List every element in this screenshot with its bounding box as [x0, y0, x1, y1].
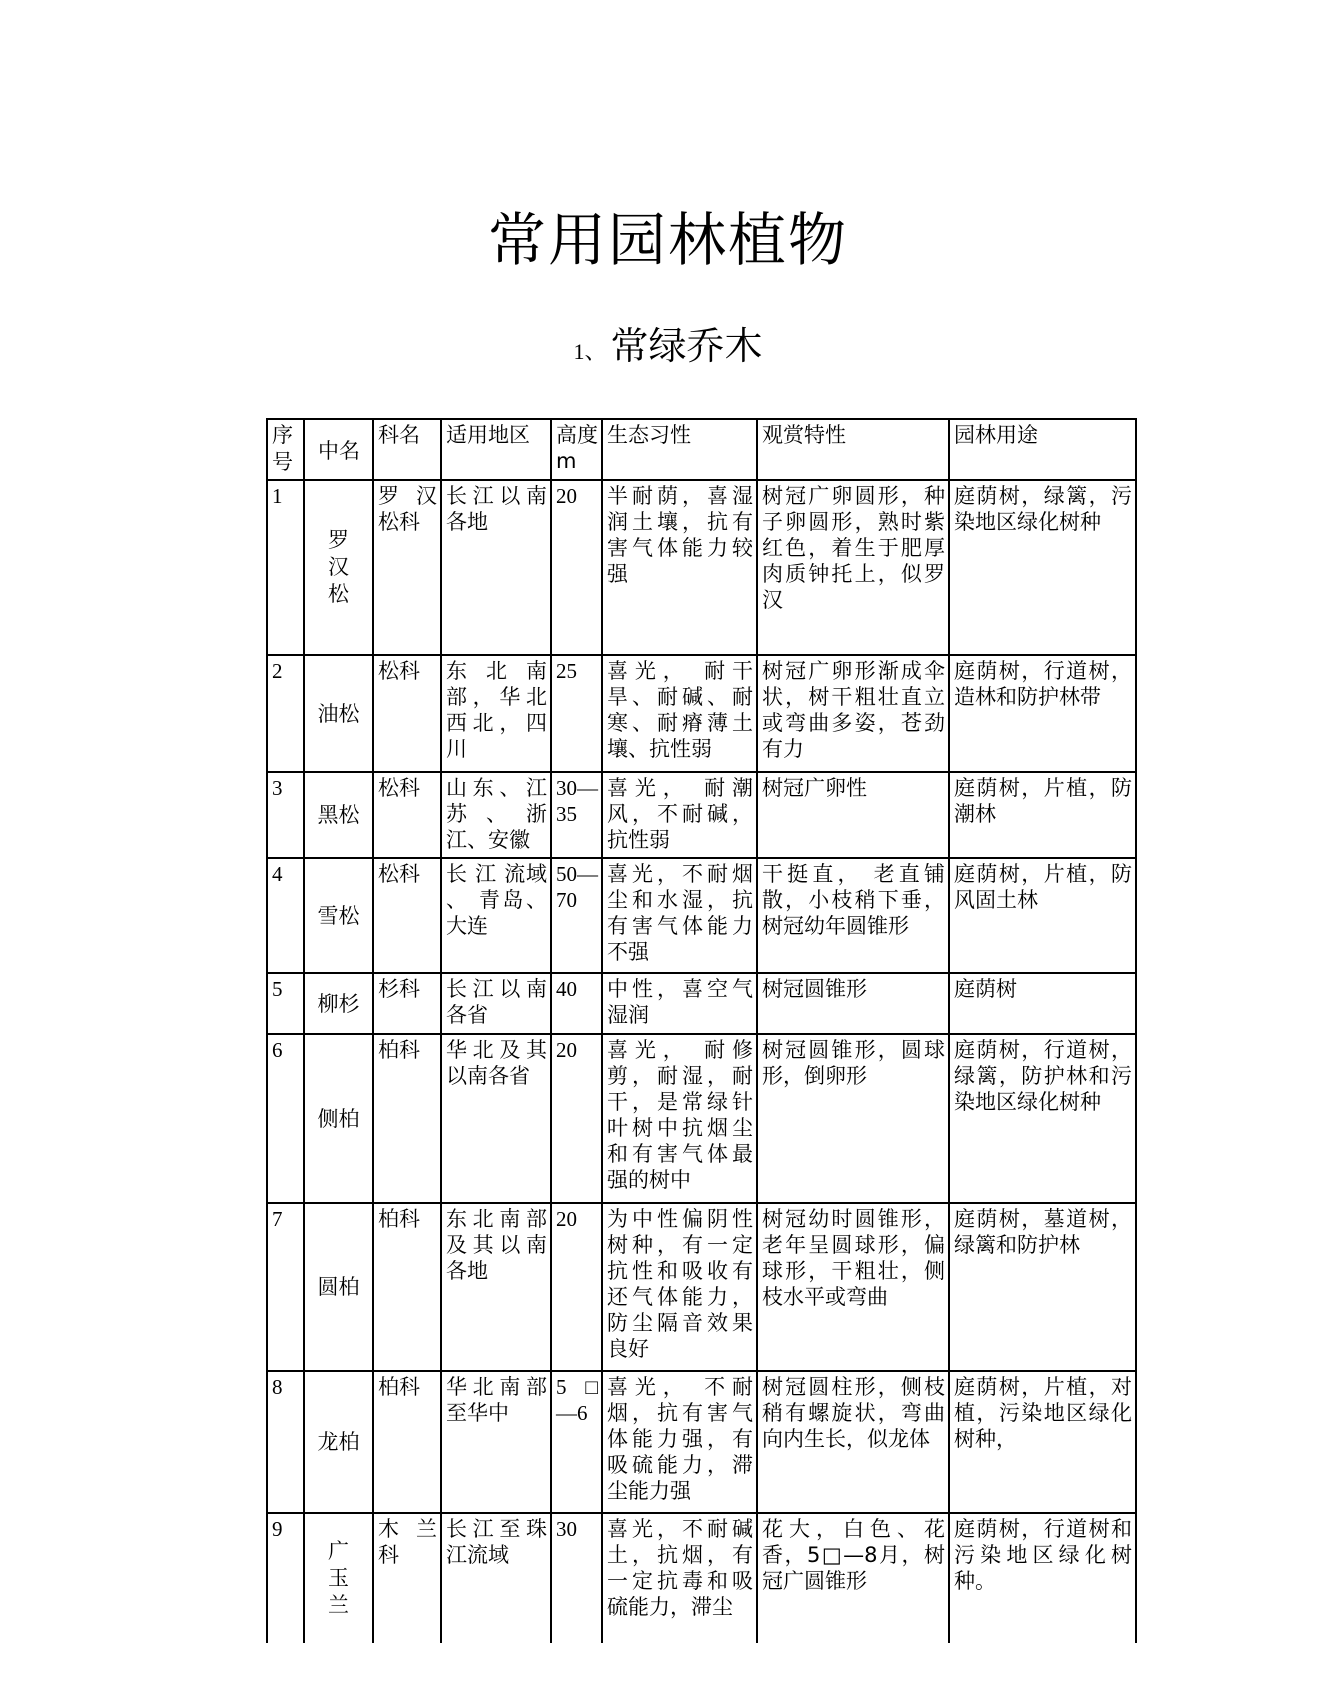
cell-ecology: 半耐荫，喜湿润土壤，抗有害气体能力较强 — [602, 480, 757, 655]
document-title: 常用园林植物 — [487, 206, 848, 274]
section-title: 常绿乔木 — [610, 324, 763, 368]
cell-region: 山东、江苏 、 浙江、安徽 — [441, 772, 551, 858]
cell-height: 25 — [551, 655, 602, 772]
cell-ornamental: 花大，白色、花香，5□—8月，树冠广圆锥形 — [757, 1513, 949, 1643]
cell-ornamental: 树冠幼时圆锥形，老年呈圆球形，偏球形，干粗壮，侧枝水平或弯曲 — [757, 1203, 949, 1371]
table-row — [267, 480, 1136, 655]
cell-usage: 庭荫树，行道树，绿篱，防护林和污染地区绿化树种 — [949, 1034, 1136, 1203]
cell-name: 油松 — [304, 655, 373, 772]
cell-region: 东北南部及其以南各地 — [441, 1203, 551, 1371]
header-family: 科名 — [373, 419, 441, 480]
header-usage: 园林用途 — [949, 419, 1136, 480]
cell-ecology: 中性，喜空气湿润 — [602, 973, 757, 1034]
cell-index: 2 — [267, 655, 304, 772]
cell-usage: 庭荫树，行道树和污染地区绿化树种。 — [949, 1513, 1136, 1643]
cell-height: 30 — [551, 1513, 602, 1643]
cell-index: 3 — [267, 772, 304, 858]
cell-region: 长 江 流域 、 青岛、大连 — [441, 858, 551, 973]
cell-usage: 庭荫树，片植，对植，污染地区绿化树种， — [949, 1371, 1136, 1513]
cell-ecology: 喜光， 耐修剪，耐湿，耐干，是常绿针叶树中抗烟尘和有害气体最强的树中 — [602, 1034, 757, 1203]
cell-ecology: 喜光，不耐烟尘和水湿，抗有害气体能力不强 — [602, 858, 757, 973]
cell-name: 广玉兰 — [304, 1513, 373, 1643]
section-number: 1、 — [573, 339, 607, 364]
cell-region: 东 北 南部，华北西北，四川 — [441, 655, 551, 772]
header-name: 中名 — [304, 419, 373, 480]
header-region: 适用地区 — [441, 419, 551, 480]
cell-region: 华北及其以南各省 — [441, 1034, 551, 1203]
cell-index: 8 — [267, 1371, 304, 1513]
cell-ornamental: 树冠广卵圆形，种子卵圆形，熟时紫红色，着生于肥厚肉质钟托上，似罗汉 — [757, 480, 949, 655]
table-row — [267, 973, 1136, 1034]
cell-ornamental: 树冠圆柱形，侧枝稍有螺旋状，弯曲向内生长，似龙体 — [757, 1371, 949, 1513]
cell-family: 柏科 — [373, 1203, 441, 1371]
cell-name: 柳杉 — [304, 973, 373, 1034]
cell-region: 长江以南各省 — [441, 973, 551, 1034]
cell-family: 松科 — [373, 858, 441, 973]
cell-name: 侧柏 — [304, 1034, 373, 1203]
cell-region: 长江以南各地 — [441, 480, 551, 655]
cell-index: 5 — [267, 973, 304, 1034]
cell-height: 20 — [551, 480, 602, 655]
cell-height: 40 — [551, 973, 602, 1034]
header-ecology: 生态习性 — [602, 419, 757, 480]
cell-usage: 庭荫树，行道树，造林和防护林带 — [949, 655, 1136, 772]
cell-usage: 庭荫树，绿篱，污染地区绿化树种 — [949, 480, 1136, 655]
table-row — [267, 1513, 1136, 1643]
cell-height: 50—70 — [551, 858, 602, 973]
cell-family: 木 兰科 — [373, 1513, 441, 1643]
header-ornamental: 观赏特性 — [757, 419, 949, 480]
cell-family: 罗 汉松科 — [373, 480, 441, 655]
cell-height: 20 — [551, 1034, 602, 1203]
header-index: 序号 — [267, 419, 304, 480]
cell-name: 龙柏 — [304, 1371, 373, 1513]
cell-index: 7 — [267, 1203, 304, 1371]
table-row — [267, 1371, 1136, 1513]
cell-index: 4 — [267, 858, 304, 973]
table-row — [267, 1034, 1136, 1203]
section-heading — [0, 322, 1336, 376]
cell-name: 黑松 — [304, 772, 373, 858]
cell-ornamental: 树冠广卵形渐成伞状，树干粗壮直立或弯曲多姿，苍劲有力 — [757, 655, 949, 772]
cell-ecology: 喜光， 耐干旱、耐碱、耐寒、耐瘠薄土壤、抗性弱 — [602, 655, 757, 772]
cell-family: 杉科 — [373, 973, 441, 1034]
cell-usage: 庭荫树，片植，防风固土林 — [949, 858, 1136, 973]
cell-family: 松科 — [373, 772, 441, 858]
cell-region: 华北南部至华中 — [441, 1371, 551, 1513]
table-row — [267, 858, 1136, 973]
cell-usage: 庭荫树，墓道树，绿篱和防护林 — [949, 1203, 1136, 1371]
cell-name: 雪松 — [304, 858, 373, 973]
header-height: 高度m — [551, 419, 602, 480]
cell-index: 6 — [267, 1034, 304, 1203]
cell-family: 柏科 — [373, 1371, 441, 1513]
cell-ecology: 喜光， 不耐烟，抗有害气体能力强，有吸硫能力，滞尘能力强 — [602, 1371, 757, 1513]
cell-height: 5□—6 — [551, 1371, 602, 1513]
cell-name: 罗汉松 — [304, 480, 373, 655]
table-row — [267, 772, 1136, 858]
cell-index: 1 — [267, 480, 304, 655]
cell-ecology: 为中性偏阴性树种，有一定抗性和吸收有还气体能力，防尘隔音效果良好 — [602, 1203, 757, 1371]
cell-name: 圆柏 — [304, 1203, 373, 1371]
cell-usage: 庭荫树 — [949, 973, 1136, 1034]
cell-index: 9 — [267, 1513, 304, 1643]
table-row — [267, 655, 1136, 772]
plant-table — [266, 418, 1137, 1643]
cell-family: 柏科 — [373, 1034, 441, 1203]
cell-height: 30—35 — [551, 772, 602, 858]
cell-ornamental: 树冠圆锥形，圆球形，倒卵形 — [757, 1034, 949, 1203]
cell-ornamental: 干挺直， 老直铺散，小枝稍下垂，树冠幼年圆锥形 — [757, 858, 949, 973]
cell-ornamental: 树冠圆锥形 — [757, 973, 949, 1034]
cell-family: 松科 — [373, 655, 441, 772]
table-header-row — [267, 419, 1136, 480]
table-row — [267, 1203, 1136, 1371]
cell-ecology: 喜光， 耐潮风，不耐碱，抗性弱 — [602, 772, 757, 858]
cell-usage: 庭荫树，片植，防潮林 — [949, 772, 1136, 858]
cell-region: 长江至珠江流域 — [441, 1513, 551, 1643]
cell-height: 20 — [551, 1203, 602, 1371]
cell-ecology: 喜光，不耐碱土，抗烟，有一定抗毒和吸硫能力，滞尘 — [602, 1513, 757, 1643]
cell-ornamental: 树冠广卵性 — [757, 772, 949, 858]
